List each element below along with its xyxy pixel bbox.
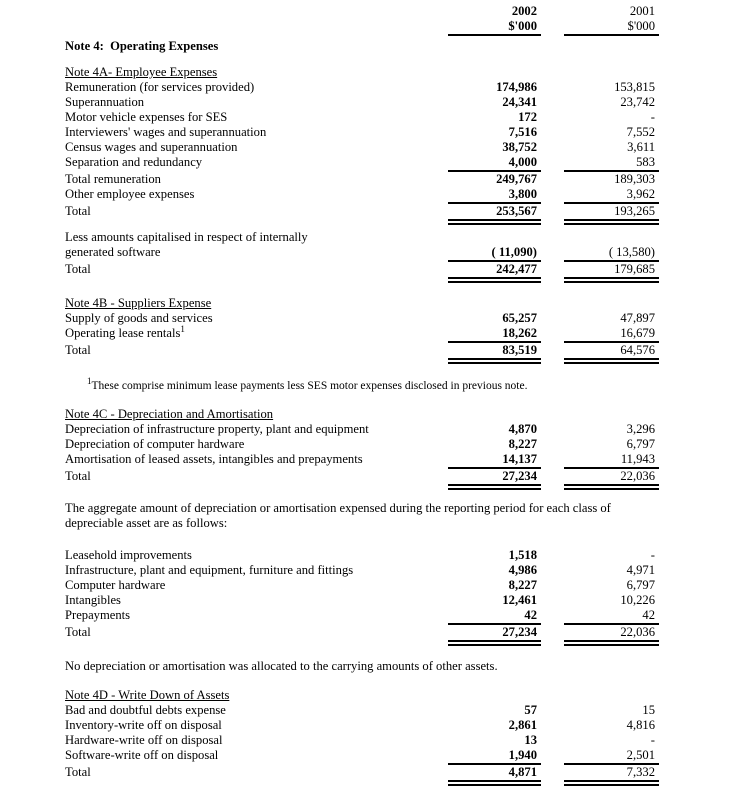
value-2001: ( 13,580) xyxy=(564,245,659,262)
row-label-text: Depreciation of infrastructure property, plant and equipment xyxy=(65,422,369,436)
value-2001: 23,742 xyxy=(620,95,655,109)
depreciable-asset-class-table xyxy=(65,548,740,646)
table-row xyxy=(65,343,740,364)
row-label-text: Depreciation of computer hardware xyxy=(65,437,245,451)
value-2001: 15 xyxy=(642,703,655,717)
value-2001: 7,332 xyxy=(564,765,659,786)
row-label-text: Remuneration (for services provided) xyxy=(65,80,255,94)
row-label xyxy=(65,187,448,202)
row-label-text: generated software xyxy=(65,245,161,259)
value-2001: 3,611 xyxy=(627,140,655,154)
row-label xyxy=(65,548,448,563)
no-depreciation-paragraph: No depreciation or amortisation was allocated to the carrying amounts of other assets. xyxy=(65,659,498,673)
row-label-text: Other employee expenses xyxy=(65,187,195,201)
table-row xyxy=(65,125,740,140)
footnote xyxy=(87,376,740,394)
note-title: Note 4: Operating Expenses xyxy=(65,39,219,53)
table-row xyxy=(65,437,740,452)
row-label-text: Infrastructure, plant and equipment, furniture and fittings xyxy=(65,563,354,577)
table-row xyxy=(65,204,740,225)
row-label xyxy=(65,765,448,780)
value-2001: - xyxy=(650,733,655,747)
value-2002: 27,234 xyxy=(448,625,541,646)
value-2001: 22,036 xyxy=(564,469,659,490)
section-depreciation-amortisation xyxy=(65,407,740,490)
value-2001: 3,296 xyxy=(626,422,655,436)
row-label xyxy=(65,80,448,95)
row-label xyxy=(65,563,448,578)
section-employee-expenses xyxy=(65,65,740,283)
row-label xyxy=(65,262,448,277)
value-2002: 57 xyxy=(524,703,537,717)
footnote-marker: 1 xyxy=(87,376,92,387)
row-label xyxy=(65,323,448,341)
value-2001: 3,962 xyxy=(564,187,659,204)
row-label xyxy=(65,95,448,110)
value-2002: 14,137 xyxy=(448,452,541,469)
value-2002: 242,477 xyxy=(448,262,541,283)
value-2001: 22,036 xyxy=(564,625,659,646)
row-label-text: Total xyxy=(65,262,91,276)
table-row xyxy=(65,578,740,593)
table-row xyxy=(65,718,740,733)
row-label xyxy=(65,343,448,358)
value-2001: 4,816 xyxy=(626,718,655,732)
row-label-text: Inventory-write off on disposal xyxy=(65,718,222,732)
table-row xyxy=(65,452,740,469)
value-2001: 179,685 xyxy=(564,262,659,283)
row-label xyxy=(65,140,448,155)
row-label xyxy=(65,110,448,125)
row-label-text: Supply of goods and services xyxy=(65,311,213,325)
row-label-text: Total remuneration xyxy=(65,172,161,186)
col-header-unit-2002: $'000 xyxy=(448,19,541,36)
row-label xyxy=(65,452,448,467)
table-row xyxy=(65,703,740,718)
table-row xyxy=(65,172,740,187)
table-row xyxy=(65,733,740,748)
table-row xyxy=(65,155,740,172)
value-2002: 8,227 xyxy=(508,437,537,451)
value-2002: 7,516 xyxy=(508,125,537,139)
value-2002: 24,341 xyxy=(502,95,537,109)
value-2002: 38,752 xyxy=(502,140,537,154)
row-label-text: Total xyxy=(65,343,91,357)
section-heading-4b: Note 4B - Suppliers Expense xyxy=(65,296,212,310)
value-2001: 6,797 xyxy=(626,437,655,451)
table-row xyxy=(65,140,740,155)
value-2002: 4,870 xyxy=(508,422,537,436)
row-label-text: Total xyxy=(65,765,91,779)
column-header-units xyxy=(65,19,740,36)
value-2002: 172 xyxy=(518,110,537,124)
value-2002: 8,227 xyxy=(508,578,537,592)
table-row xyxy=(65,110,740,125)
footnote-ref: 1 xyxy=(180,323,185,334)
value-2001: 6,797 xyxy=(626,578,655,592)
row-label xyxy=(65,311,448,326)
col-header-unit-2001: $'000 xyxy=(564,19,659,36)
row-label xyxy=(65,733,448,748)
row-label xyxy=(65,204,448,219)
row-label-text: Census wages and superannuation xyxy=(65,140,238,154)
row-label xyxy=(65,608,448,623)
table-row xyxy=(65,80,740,95)
value-2001: 64,576 xyxy=(564,343,659,364)
value-2002: ( 11,090) xyxy=(448,245,541,262)
row-label xyxy=(65,593,448,608)
value-2002: 174,986 xyxy=(496,80,537,94)
row-label xyxy=(65,578,448,593)
value-2001: 153,815 xyxy=(614,80,655,94)
table-row xyxy=(65,422,740,437)
column-header-years xyxy=(65,4,740,19)
value-2002: 3,800 xyxy=(448,187,541,204)
row-label xyxy=(65,155,448,170)
row-label xyxy=(65,230,448,245)
value-2001: 16,679 xyxy=(564,326,659,343)
table-row xyxy=(65,230,740,245)
row-label-text: Separation and redundancy xyxy=(65,155,203,169)
footnote-text: These comprise minimum lease payments less SES motor expenses disclosed in previous note. xyxy=(91,380,528,392)
value-2002: 13 xyxy=(524,733,537,747)
row-label-text: Total xyxy=(65,204,91,218)
table-row xyxy=(65,469,740,490)
row-label xyxy=(65,748,448,763)
table-row xyxy=(65,245,740,262)
value-2002: 4,986 xyxy=(508,563,537,577)
section-heading-4d: Note 4D - Write Down of Assets xyxy=(65,688,230,702)
row-label xyxy=(65,437,448,452)
table-row xyxy=(65,311,740,326)
value-2001: 42 xyxy=(564,608,659,625)
table-row xyxy=(65,608,740,625)
value-2001: 189,303 xyxy=(614,172,655,186)
table-row xyxy=(65,625,740,646)
col-header-year-2001: 2001 xyxy=(629,4,655,18)
value-2002: 4,871 xyxy=(448,765,541,786)
table-row xyxy=(65,262,740,283)
row-label-text: Intangibles xyxy=(65,593,121,607)
row-label-text: Total xyxy=(65,625,91,639)
row-label-text: Computer hardware xyxy=(65,578,166,592)
value-2002: 1,940 xyxy=(448,748,541,765)
table-row xyxy=(65,765,740,786)
value-2002: 65,257 xyxy=(502,311,537,325)
section-write-down-assets xyxy=(65,688,740,786)
row-label-text: Bad and doubtful debts expense xyxy=(65,703,226,717)
col-header-year-2002: 2002 xyxy=(511,4,537,18)
row-label-text: Prepayments xyxy=(65,608,131,622)
value-2002: 249,767 xyxy=(496,172,537,186)
value-2002: 83,519 xyxy=(448,343,541,364)
row-label xyxy=(65,422,448,437)
row-label xyxy=(65,469,448,484)
row-label-text: Motor vehicle expenses for SES xyxy=(65,110,228,124)
employee-expenses-table xyxy=(65,80,740,283)
row-label-text: Superannuation xyxy=(65,95,145,109)
row-label-text: Interviewers' wages and superannuation xyxy=(65,125,267,139)
value-2002: 1,518 xyxy=(508,548,537,562)
row-label-text: Less amounts capitalised in respect of internally xyxy=(65,230,308,244)
row-label-text: Leasehold improvements xyxy=(65,548,192,562)
row-label xyxy=(65,625,448,640)
row-label-text: Operating lease rentals xyxy=(65,326,181,340)
table-row xyxy=(65,748,740,765)
row-label-text: Amortisation of leased assets, intangibles and prepayments xyxy=(65,452,363,466)
value-2001: 193,265 xyxy=(564,204,659,225)
table-row xyxy=(65,593,740,608)
value-2001: - xyxy=(650,548,655,562)
row-label xyxy=(65,718,448,733)
value-2002: 27,234 xyxy=(448,469,541,490)
section-heading-4c: Note 4C - Depreciation and Amortisation xyxy=(65,407,274,421)
row-label-text: Hardware-write off on disposal xyxy=(65,733,223,747)
table-row xyxy=(65,187,740,204)
value-2002: 253,567 xyxy=(448,204,541,225)
value-2002: 42 xyxy=(448,608,541,625)
value-2001: 11,943 xyxy=(564,452,659,469)
value-2001: 7,552 xyxy=(626,125,655,139)
value-2002: 12,461 xyxy=(502,593,537,607)
aggregate-paragraph: The aggregate amount of depreciation or amortisation expensed during the reporting period for each class of depreciable asset are as follows: xyxy=(65,501,611,530)
suppliers-expense-table xyxy=(65,311,740,364)
section-suppliers-expense xyxy=(65,296,740,364)
table-row xyxy=(65,548,740,563)
value-2002: 18,262 xyxy=(448,326,541,343)
table-row xyxy=(65,95,740,110)
section-heading-4a: Note 4A- Employee Expenses xyxy=(65,65,218,79)
value-2001: - xyxy=(650,110,655,124)
value-2002: 2,861 xyxy=(508,718,537,732)
depreciation-table xyxy=(65,422,740,490)
row-label-text: Software-write off on disposal xyxy=(65,748,219,762)
row-label xyxy=(65,172,448,187)
row-label xyxy=(65,125,448,140)
write-down-table xyxy=(65,703,740,786)
value-2001: 583 xyxy=(564,155,659,172)
row-label xyxy=(65,245,448,260)
value-2001: 2,501 xyxy=(564,748,659,765)
value-2001: 10,226 xyxy=(620,593,655,607)
table-row xyxy=(65,563,740,578)
value-2001: 47,897 xyxy=(620,311,655,325)
table-row xyxy=(65,323,740,343)
row-label xyxy=(65,703,448,718)
value-2001: 4,971 xyxy=(626,563,655,577)
value-2002: 4,000 xyxy=(448,155,541,172)
row-label-text: Total xyxy=(65,469,91,483)
